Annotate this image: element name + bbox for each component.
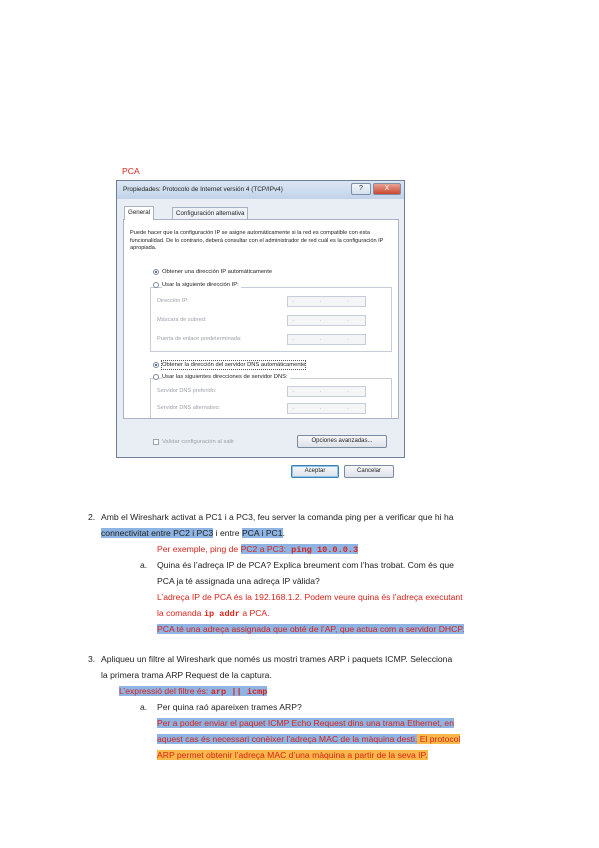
q2-line2-mid: i entre <box>213 528 242 538</box>
ip-address-label: Dirección IP: <box>157 298 189 304</box>
radio-manual-ip-label: Usar la siguiente dirección IP: <box>162 282 239 288</box>
help-button[interactable]: ? <box>351 183 371 195</box>
tcp-ipv4-properties-dialog <box>116 180 405 458</box>
q2-answer-cmd: ip addr <box>203 609 240 619</box>
q3-answer-line2 <box>157 731 460 748</box>
q2-answer-post: a PCA. <box>239 608 270 618</box>
general-panel <box>123 219 399 419</box>
q2-example-prefix: Per exemple, ping de <box>157 544 241 554</box>
q2-answer-line3-text: PCA té una adreça assignada que obté de l’AP, que actua com a servidor DHCP. <box>157 624 465 634</box>
radio-auto-dns[interactable] <box>153 362 159 368</box>
radio-auto-dns-label: Obtener la dirección del servidor DNS automáticamente <box>162 362 306 368</box>
q2-highlight-pca-pc1: PCA i PC1 <box>241 528 283 538</box>
accept-button[interactable]: Aceptar <box>291 465 339 478</box>
q2-answer-line1: L’adreça IP de PCA és la 192.168.1.2. Podem veure quina és l’adreça executant <box>157 592 463 602</box>
q2-sub-line1: Quina és l’adreça IP de PCA? Explica breument com l’has trobat. Com és que <box>157 560 454 570</box>
dns-alternate-field[interactable]: . . . <box>287 403 366 414</box>
dns-preferred-field[interactable]: . . . <box>287 386 366 397</box>
q2-example-hl-text: PC2 a PC3: <box>240 544 286 554</box>
q2-sub-line2: PCA ja té assignada una adreça IP vàlida? <box>157 576 320 586</box>
q2-line1: Amb el Wireshark activat a PC1 i a PC3, feu server la comanda ping per a verificar que hi ha <box>101 512 454 522</box>
q2-answer-pre: la comanda <box>157 608 204 618</box>
q2-answer-line3 <box>157 621 464 638</box>
radio-auto-ip-label: Obtener una dirección IP automáticamente <box>162 269 273 275</box>
q2-example-cmd: ping 10.0.0.3 <box>286 545 359 555</box>
gateway-label: Puerta de enlace predeterminada: <box>157 336 242 342</box>
radio-auto-ip[interactable] <box>153 269 159 275</box>
q2-highlight-pc2-pc3: connectivitat entre PC2 i PC3 <box>101 528 214 538</box>
dns-alternate-label: Servidor DNS alternativo: <box>157 405 221 411</box>
cancel-button[interactable]: Cancelar <box>344 465 394 478</box>
q3-line1: Apliqueu un filtre al Wireshark que només us mostri trames ARP i paquets ICMP. Selecciona <box>101 654 453 664</box>
radio-manual-dns[interactable] <box>153 374 159 380</box>
panel-description: Puede hacer que la configuración IP se asigne automáticamente si la red es compatible con esta funcionalidad. De lo contrario, deberá consultar con el administrador de red cuál es la configuración IP apropiada. <box>130 230 384 252</box>
dns-preferred-label: Servidor DNS preferido: <box>157 388 217 394</box>
q3-answer-line1-text: Per a poder enviar el paquet ICMP Echo Request dins una trama Ethernet, en <box>157 718 454 728</box>
q2-number: 2. <box>88 512 96 522</box>
radio-manual-dns-label: Usar las siguientes direcciones de servidor DNS: <box>162 374 288 380</box>
q3-answer-line2-orange: El protocol <box>417 734 461 744</box>
q2-example-highlight <box>241 544 359 554</box>
close-button[interactable]: X <box>373 183 401 195</box>
validate-checkbox[interactable] <box>153 439 159 445</box>
tab-alternative-config[interactable]: Configuración alternativa <box>172 207 248 220</box>
q3-answer-line3 <box>157 747 428 764</box>
q3-sub-letter: a. <box>140 702 148 712</box>
advanced-options-button[interactable]: Opciones avanzadas... <box>297 435 387 448</box>
radio-manual-ip[interactable] <box>153 282 159 288</box>
subnet-mask-field[interactable]: . . . <box>287 315 366 326</box>
tab-general[interactable]: General <box>124 206 154 220</box>
q2-sub-letter: a. <box>140 560 148 570</box>
q2-line2 <box>101 525 285 542</box>
figure-caption: PCA <box>122 166 140 176</box>
q3-filter-expr: arp || icmp <box>210 687 268 697</box>
q3-line2: la primera trama ARP Request de la captura. <box>101 670 272 680</box>
q3-answer-line1 <box>157 715 454 732</box>
dialog-title: Propiedades: Protocolo de Internet versión 4 (TCP/IPv4) <box>117 181 404 199</box>
q3-answer-line2-blue: aquest cas és necessari conèixer l’adreça MAC de la màquina desti. <box>157 734 418 744</box>
validate-label: Validar configuración al salir <box>162 439 235 445</box>
ip-address-field[interactable]: . . . <box>287 296 366 307</box>
q3-filter-label: L’expressió del filtre és: <box>119 686 211 696</box>
q3-number: 3. <box>88 654 96 664</box>
q3-answer-line3-text: ARP permet obtenir l’adreça MAC d’una màquina a partir de la seva IP. <box>157 750 428 760</box>
gateway-field[interactable]: . . . <box>287 334 366 345</box>
subnet-mask-label: Máscara de subred: <box>157 317 207 323</box>
q3-filter-highlight <box>119 686 267 696</box>
q3-sub-line1: Per quina raó apareixen trames ARP? <box>157 702 302 712</box>
q2-line2-end: . <box>282 528 285 538</box>
